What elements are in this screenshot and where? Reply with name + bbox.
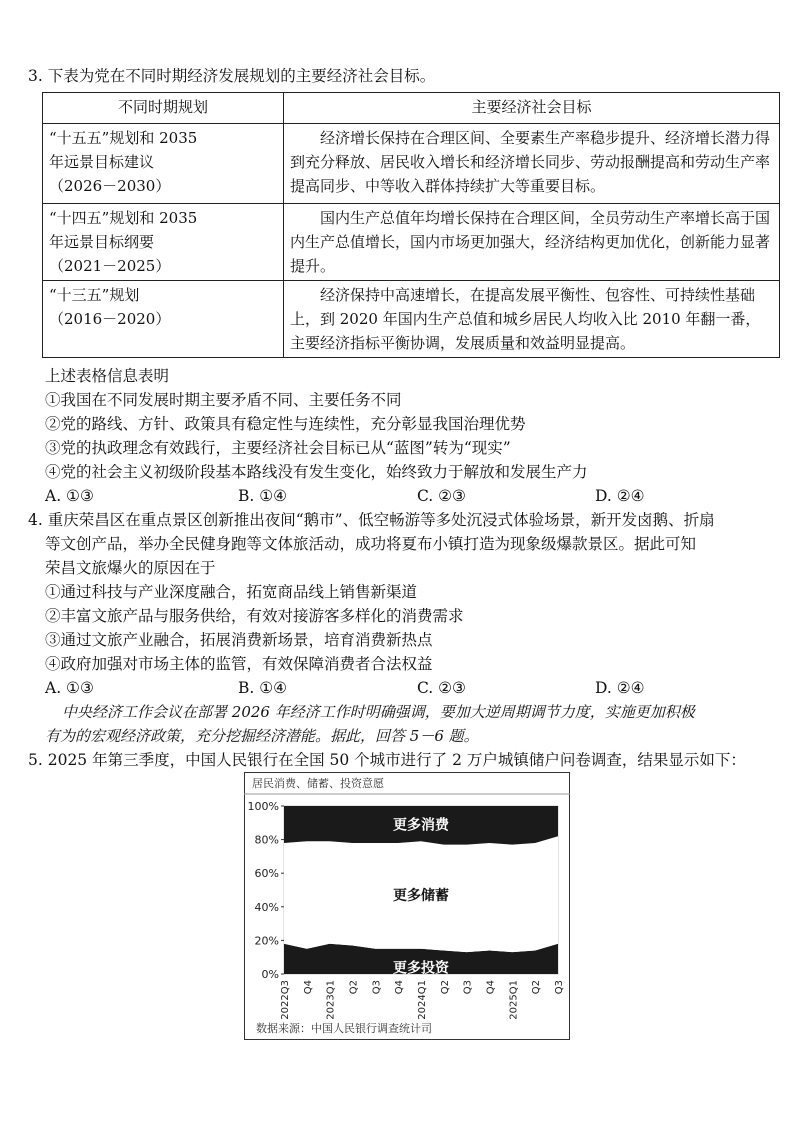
x-tick-label: Q2 <box>531 980 543 995</box>
option-c[interactable]: C. ②③ <box>417 679 466 697</box>
x-tick-label: 2023Q1 <box>325 980 337 1020</box>
material-intro-line: 中央经济工作会议在部署 2026 年经济工作时明确强调，要加大逆周期调节力度，实施更加积极 <box>62 703 695 721</box>
q4-item: ③通过文旅产业融合，拓展消费新场景，培育消费新热点 <box>45 631 433 649</box>
x-tick-label: Q3 <box>554 980 565 995</box>
plan-cell: “十五五”规划和 2035 年远景目标建议 （2026－2030） <box>43 124 284 204</box>
q4-item: ①通过科技与产业深度融合，拓宽商品线上销售新渠道 <box>45 583 418 601</box>
q3-item: ②党的路线、方针、政策具有稳定性与连续性，充分彰显我国治理优势 <box>45 415 526 433</box>
option-b[interactable]: B. ①④ <box>238 487 288 505</box>
table-row <box>43 124 780 204</box>
goal-cell: 国内生产总值年均增长保持在合理区间，全员劳动生产率增长高于国内生产总值增长，国内市场更加强大，经济结构更加优化，创新能力显著提升。 <box>284 204 780 281</box>
y-tick-label: 80% <box>254 833 279 847</box>
x-tick-label: Q3 <box>371 980 383 995</box>
x-tick-label: 2024Q1 <box>417 980 428 1020</box>
chart-title: 居民消费、储蓄、投资意愿 <box>252 777 384 790</box>
option-d[interactable]: D. ②④ <box>595 679 645 697</box>
q3-item: ③党的执政理念有效践行，主要经济社会目标已从“蓝图”转为“现实” <box>45 439 511 457</box>
material-intro-line: 有为的宏观经济政策，充分挖掘经济潜能。据此，回答 5－6 题。 <box>45 727 479 745</box>
q3-lead: 上述表格信息表明 <box>45 367 170 385</box>
series-label: 更多消费 <box>393 817 449 834</box>
series-label: 更多投资 <box>393 960 449 977</box>
table-header-plan: 不同时期规划 <box>43 93 284 124</box>
q4-item: ④政府加强对市场主体的监管，有效保障消费者合法权益 <box>45 655 433 673</box>
x-tick-label: Q3 <box>462 980 474 995</box>
plans-table <box>42 92 780 358</box>
q4-stem-line: 4. 重庆荣昌区在重点景区创新推出夜间“鹅市”、低空畅游等多处沉浸式体验场景，新开发卤鹅、折扇 <box>28 511 715 529</box>
q4-stem-line: 等文创产品，举办全民健身跑等文体旅活动，成功将夏布小镇打造为现象级爆款景区。据此可知 <box>45 535 697 553</box>
q4-stem-line: 荣昌文旅爆火的原因在于 <box>45 559 216 577</box>
goal-cell: 经济保持中高速增长，在提高发展平衡性、包容性、可持续性基础上，到 2020 年国内生产总值和城乡居民人均收入比 2010 年翻一番，主要经济指标平衡协调，发展质量和效益明显提高。 <box>284 281 780 358</box>
x-tick-label: Q2 <box>348 980 360 995</box>
x-tick-label: 2022Q3 <box>280 980 291 1020</box>
q3-item: ①我国在不同发展时期主要矛盾不同、主要任务不同 <box>45 391 402 409</box>
q4-item: ②丰富文旅产品与服务供给，有效对接游客多样化的消费需求 <box>45 607 464 625</box>
y-tick-label: 40% <box>254 900 279 914</box>
willingness-chart <box>244 772 570 1040</box>
y-tick-label: 100% <box>247 800 279 813</box>
option-b[interactable]: B. ①④ <box>238 679 288 697</box>
x-tick-label: Q2 <box>439 980 451 995</box>
q3-stem: 3. 下表为党在不同时期经济发展规划的主要经济社会目标。 <box>28 67 436 85</box>
table-row <box>43 204 780 281</box>
plan-cell: “十四五”规划和 2035 年远景目标纲要 （2021－2025） <box>43 204 284 281</box>
chart-source: 数据来源：中国人民银行调查统计司 <box>256 1022 432 1035</box>
x-tick-label: Q4 <box>394 980 406 995</box>
option-d[interactable]: D. ②④ <box>595 487 645 505</box>
q5-stem: 5. 2025 年第三季度，中国人民银行在全国 50 个城市进行了 2 万户城镇储户问卷调查，结果显示如下： <box>28 751 746 769</box>
goal-cell: 经济增长保持在合理区间、全要素生产率稳步提升、经济增长潜力得到充分释放、居民收入增长和经济增长同步、劳动报酬提高和劳动生产率提高同步、中等收入群体持续扩大等重要目标。 <box>284 124 780 204</box>
option-a[interactable]: A. ①③ <box>45 679 94 697</box>
table-row <box>43 281 780 358</box>
series-label: 更多储蓄 <box>393 888 449 905</box>
x-tick-label: 2025Q1 <box>508 980 520 1020</box>
option-a[interactable]: A. ①③ <box>45 487 94 505</box>
plan-cell: “十三五”规划 （2016－2020） <box>43 281 284 358</box>
y-tick-label: 60% <box>254 867 279 881</box>
option-c[interactable]: C. ②③ <box>417 487 466 505</box>
x-tick-label: Q4 <box>302 980 314 995</box>
y-tick-label: 0% <box>261 968 279 981</box>
x-tick-label: Q4 <box>485 980 497 995</box>
table-header-goal: 主要经济社会目标 <box>284 93 780 124</box>
q3-item: ④党的社会主义初级阶段基本路线没有发生变化，始终致力于解放和发展生产力 <box>45 463 588 481</box>
y-tick-label: 20% <box>254 934 279 948</box>
